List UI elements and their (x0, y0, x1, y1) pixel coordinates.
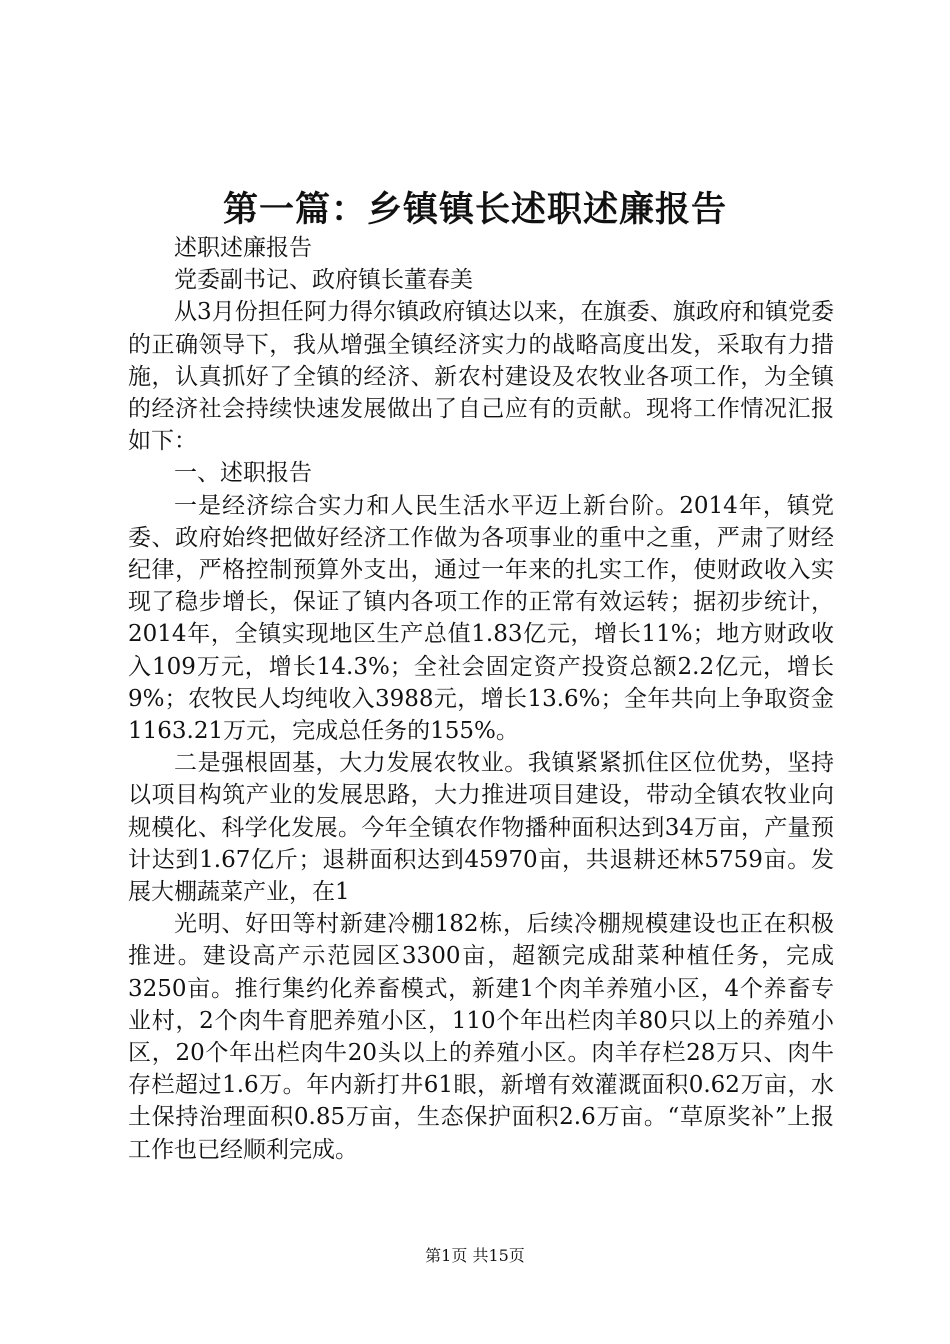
agriculture-paragraph: 二是强根固基，大力发展农牧业。我镇紧紧抓住区位优势，坚持以项目构筑产业的发展思路，大力推进项目建设，带动全镇农牧业向规模化、科学化发展。今年全镇农作物播种面积达到34万亩，产量预计达到1.67亿斤；退耕面积达到45970亩，共退耕还林5759亩。发展大棚蔬菜产业，在1 (128, 750, 834, 906)
author-paragraph: 党委副书记、政府镇长董春美 (174, 267, 473, 294)
document-title: 第一篇：乡镇镇长述职述廉报告 (222, 189, 727, 230)
page-footer: 第1页 共15页 (425, 1246, 525, 1265)
economy-paragraph: 一是经济综合实力和人民生活水平迈上新台阶。2014年，镇党委、政府始终把做好经济工作做为各项事业的重中之重，严肃了财经纪律，严格控制预算外支出，通过一年来的扎实工作，使财政收入实现了稳步增长，保证了镇内各项工作的正常有效运转；据初步统计，2014年，全镇实现地区生产总值1.83亿元，增长11%；地方财政收入109万元，增长14.3%；全社会固定资产投资总额2.2亿元，增长9%；农牧民人均纯收入3988元，增长13.6%；全年共向上争取资金1163.21万元，完成总任务的155%。 (128, 492, 834, 745)
section-heading: 一、述职报告 (174, 460, 312, 487)
document-body (128, 232, 834, 1166)
subtitle-paragraph: 述职述廉报告 (174, 235, 312, 261)
intro-paragraph: 从3月份担任阿力得尔镇政府镇达以来，在旗委、旗政府和镇党委的正确领导下，我从增强全镇经济实力的战略高度出发，采取有力措施，认真抓好了全镇的经济、新农村建设及农牧业各项工作，为全镇的经济社会持续快速发展做出了自己应有的贡献。现将工作情况汇报如下： (128, 299, 834, 455)
projects-paragraph: 光明、好田等村新建冷棚182栋，后续冷棚规模建设也正在积极推进。建设高产示范园区3300亩，超额完成甜菜种植任务，完成3250亩。推行集约化养畜模式，新建1个肉羊养殖小区，4个养畜专业村，2个肉牛育肥养殖小区，110个年出栏肉羊80只以上的养殖小区，20个年出栏肉牛20头以上的养殖小区。肉羊存栏28万只、肉牛存栏超过1.6万。年内新打井61眼，新增有效灌溉面积0.62万亩，水土保持治理面积0.85万亩，生态保护面积2.6万亩。“草原奖补”上报工作也已经顺利完成。 (128, 911, 834, 1163)
